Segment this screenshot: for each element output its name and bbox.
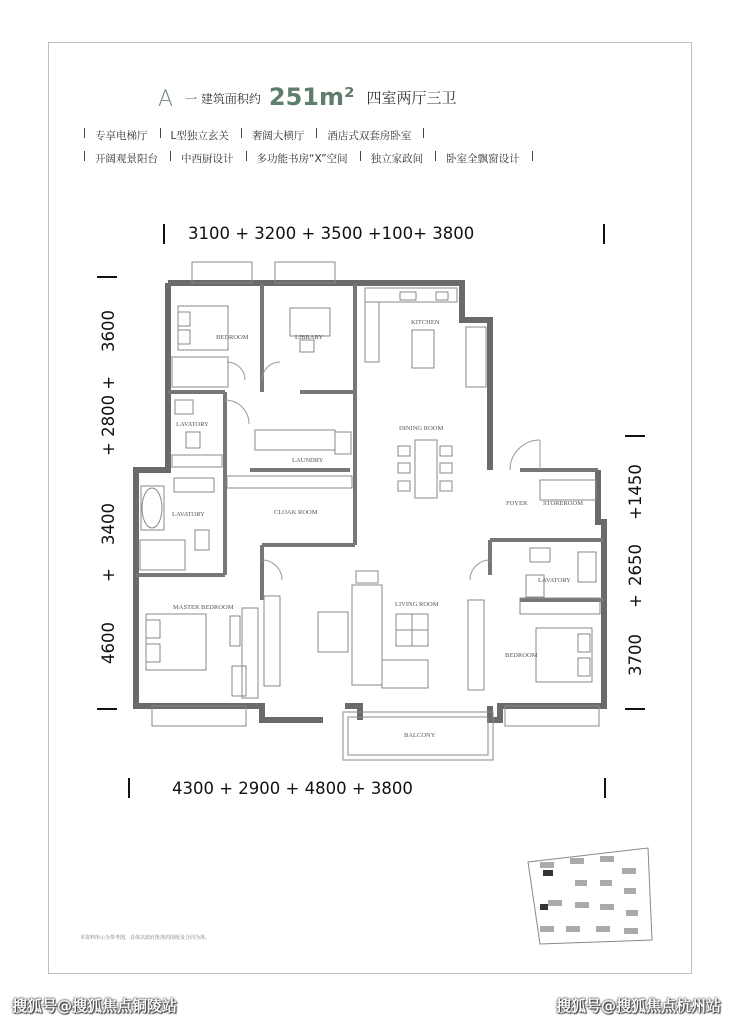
feature-item: L型独立玄关 xyxy=(170,130,229,142)
label-cloak: CLOAK ROOM xyxy=(274,509,318,516)
kitchen-counters xyxy=(365,288,486,387)
feature-item: 奢阔大横厅 xyxy=(251,130,305,142)
label-master: MASTER BEDROOM xyxy=(173,604,234,611)
label-dining: DINING ROOM xyxy=(399,425,444,432)
dining-set xyxy=(398,440,452,498)
dim-left-4: + xyxy=(99,568,118,582)
feature-item: 专享电梯厅 xyxy=(95,130,148,142)
living-furniture xyxy=(318,571,428,688)
room-count: 四室两厅三卫 xyxy=(366,89,457,107)
dim-left-5: 4600 xyxy=(99,622,118,664)
bathroom-fixtures xyxy=(140,400,596,597)
label-balcony: BALCONY xyxy=(404,732,436,739)
area-value: 251m² xyxy=(268,83,355,111)
label-living: LIVING ROOM xyxy=(395,601,439,608)
feature-item: 开阔观景阳台 xyxy=(95,153,158,165)
dim-bottom: 4300 + 2900 + 4800 + 3800 xyxy=(172,779,413,798)
label-lavatory-e: LAVATORY xyxy=(538,577,571,584)
dim-right-3: 2650 xyxy=(626,544,645,586)
label-bedroom-e: BEDROOM xyxy=(505,652,538,659)
dim-left-2: + 2800 + xyxy=(99,375,118,456)
label-laundry: LAUNDRY xyxy=(292,457,324,464)
feature-item: 多功能书房“X”空间 xyxy=(256,153,348,165)
inner-walls xyxy=(136,283,604,600)
dim-right-4: +1450 xyxy=(626,464,645,520)
label-foyer: FOYER xyxy=(506,500,528,507)
dim-top: 3100 + 3200 + 3500 +100+ 3800 xyxy=(188,224,475,243)
label-kitchen: KITCHEN xyxy=(411,319,440,326)
label-storeroom: STOREROOM xyxy=(543,500,583,507)
area-label: 一 建筑面积约 xyxy=(185,92,261,106)
label-lavatory-w: LAVATORY xyxy=(172,511,205,518)
feature-item: 中西厨设计 xyxy=(181,153,234,165)
label-bedroom-nw: BEDROOM xyxy=(216,334,249,341)
feature-item: 酒店式双套房卧室 xyxy=(327,130,412,142)
label-lavatory-n: LAVATORY xyxy=(176,421,209,428)
feature-item: 独立家政间 xyxy=(370,153,424,165)
dim-right-1: 3700 xyxy=(626,634,645,676)
dim-right-2: + xyxy=(626,594,645,608)
watermark-left: 搜狐号@搜狐焦点铜陵站 xyxy=(12,997,178,1015)
unit-type-letter: A xyxy=(158,87,174,112)
dim-left-3: 3400 xyxy=(99,503,118,545)
site-key-map xyxy=(528,848,652,944)
disclaimer-note: 本资料所示为参考图，具体以政府批准的图纸及合同为准。 xyxy=(80,935,211,941)
dim-left-1: 3600 xyxy=(99,310,118,352)
feature-item: 卧室全飘窗设计 xyxy=(446,153,520,165)
watermark-right: 搜狐号@搜狐焦点杭州站 xyxy=(556,997,722,1015)
label-library: LIBRARY xyxy=(295,334,324,341)
